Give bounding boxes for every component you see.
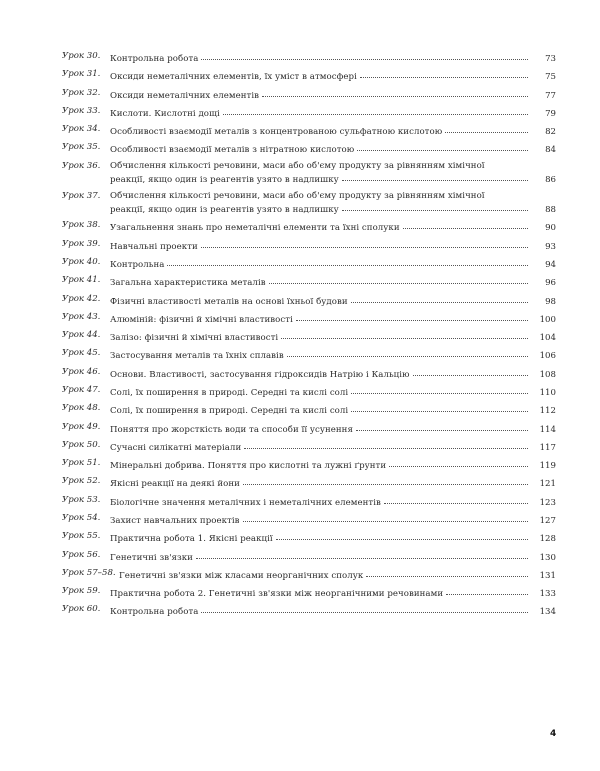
page-ref: 100 [539,314,556,325]
dot-leader [389,458,527,468]
toc-entry [62,348,556,363]
page-ref: 110 [539,387,556,398]
page-ref: 117 [539,442,556,453]
dot-leader [262,88,528,98]
toc-entry [62,294,556,309]
lesson-title: Солі, їх поширення в природі. Середні та кислі солі [110,406,349,417]
dot-leader [167,257,528,267]
toc-entry [62,220,556,235]
lesson-title: Контрольна робота [110,54,199,64]
page-ref: 93 [545,241,556,252]
toc-entry [62,385,556,400]
dot-leader [351,403,527,413]
page-number: 4 [550,729,557,739]
toc-entry [62,88,556,103]
page-ref: 127 [539,515,556,526]
dot-leader [196,550,528,560]
page-ref: 134 [539,607,556,618]
page-ref: 133 [539,589,556,600]
lesson-title: Мінеральні добрива. Поняття про кислотні та лужні ґрунти [110,461,387,472]
dot-leader [366,568,527,578]
lesson-title: Особливості взаємодії металів з концентрованою сульфатною кислотою [110,127,443,138]
lesson-label: Урок 46. [62,366,101,377]
toc-entry [62,403,556,418]
page-ref: 106 [539,351,556,362]
page-ref: 128 [539,534,556,545]
toc-entry [62,191,556,217]
page-ref: 82 [545,127,556,138]
dot-leader [223,106,528,116]
dot-leader [351,385,527,395]
page-ref: 84 [545,145,556,156]
lesson-title: Навчальні проекти [110,241,198,252]
toc-entry [62,604,556,619]
lesson-label: Урок 40. [62,257,101,267]
dot-leader [445,124,528,134]
toc-entry [62,124,556,139]
page-ref: 130 [539,552,556,563]
dot-leader [243,476,528,486]
toc-entry [62,312,556,327]
lesson-label: Урок 41. [62,275,101,286]
lesson-label: Урок 59. [62,586,101,597]
lesson-title: Практична робота 2. Генетичні зв'язки між неорганічними речовинами [110,589,444,600]
page-ref: 108 [539,369,556,380]
lesson-label: Урок 43. [62,311,101,322]
lesson-title: Фізичні властивості металів на основі їхньої будови [110,296,348,307]
page-ref: 114 [539,424,556,435]
dot-leader [201,239,528,249]
lesson-label: Урок 53. [62,494,101,505]
dot-leader [356,422,528,432]
lesson-label: Урок 39. [62,238,101,249]
lesson-title: Особливості взаємодії металів з нітратною кислотою [110,145,355,156]
lesson-title: Біологічне значення металічних і неметалічних елементів [110,497,381,508]
lesson-label: Урок 42. [62,293,101,304]
toc-entry [62,367,556,382]
lesson-title: Поняття про жорсткість води та способи її усунення [110,424,353,435]
toc-entry [62,330,556,345]
dot-leader [384,495,528,505]
dot-leader [446,586,527,596]
lesson-label: Урок 31. [62,69,101,80]
lesson-title: Алюміній: фізичні й хімічні властивості [110,314,293,325]
lesson-label: Урок 60. [62,604,101,615]
lesson-label: Урок 35. [62,142,101,153]
toc-entry [62,257,556,272]
lesson-label: Урок 55. [62,531,101,542]
page-ref: 119 [539,461,556,472]
dot-leader [276,531,528,541]
lesson-label: Урок 45. [62,348,101,359]
lesson-label: Урок 54. [62,512,101,523]
lesson-label: Урок 49. [62,421,101,432]
lesson-label: Урок 47. [62,384,101,395]
lesson-title: Оксиди неметалічних елементів, їх уміст в атмосфері [110,72,357,83]
table-of-contents [62,51,556,623]
page-ref: 104 [539,333,556,344]
toc-entry [62,458,556,473]
lesson-title: Залізо: фізичні й хімічні властивості [110,333,279,344]
toc-entry [62,476,556,491]
lesson-label: Урок 50. [62,439,101,450]
lesson-label: Урок 52. [62,476,101,487]
toc-entry [62,142,556,157]
dot-leader [342,202,528,212]
lesson-label: Урок 44. [62,330,101,341]
lesson-title: Загальна характеристика металів [110,278,266,289]
page-ref: 77 [545,90,556,101]
toc-entry [62,495,556,510]
page-ref: 73 [545,54,556,64]
lesson-title-line1: Обчислення кількості речовини, маси або об'єму продукту за рівнянням хімічної [110,160,485,171]
lesson-label: Урок 32. [62,87,101,98]
lesson-title-line2: реакції, якщо один із реагентів узято в надлишку [110,205,339,216]
page-ref: 131 [539,570,556,581]
lesson-title: Практична робота 1. Якісні реакції [110,534,273,545]
lesson-title: Якісні реакції на деякі йони [110,479,240,490]
lesson-title: Генетичні зв'язки між класами неорганічних сполук [119,570,364,581]
page-ref: 86 [545,175,556,186]
toc-entry [62,422,556,437]
page-ref: 98 [545,296,556,307]
lesson-title-line2: реакції, якщо один із реагентів узято в надлишку [110,175,339,186]
page-ref: 94 [545,260,556,270]
lesson-title: Контрольна робота [110,607,199,618]
toc-entry [62,531,556,546]
dot-leader [360,69,528,79]
lesson-title: Захист навчальних проектів [110,515,240,526]
lesson-label: Урок 38. [62,220,101,231]
page-ref: 79 [545,108,556,119]
lesson-label: Урок 51. [62,458,101,469]
page-ref: 96 [545,278,556,289]
dot-leader [357,142,528,152]
dot-leader [269,275,528,285]
lesson-title: Основи. Властивості, застосування гідроксидів Натрію і Кальцію [110,369,410,380]
lesson-title-line1: Обчислення кількості речовини, маси або об'єму продукту за рівнянням хімічної [110,190,485,201]
dot-leader [201,604,527,614]
dot-leader [413,367,528,377]
toc-entry [62,275,556,290]
dot-leader [351,294,528,304]
lesson-title: Солі, їх поширення в природі. Середні та кислі солі [110,387,349,398]
lesson-label: Урок 33. [62,105,101,116]
toc-entry [62,550,556,565]
toc-entry [62,106,556,121]
toc-entry [62,568,556,583]
page-ref: 75 [545,72,556,83]
lesson-label: Урок 37. [62,190,101,201]
lesson-label: Урок 34. [62,124,101,135]
lesson-title: Застосування металів та їхніх сплавів [110,351,284,362]
toc-entry [62,239,556,254]
toc-entry [62,51,556,66]
toc-entry [62,513,556,528]
lesson-label: Урок 30. [62,51,101,61]
page-ref: 121 [539,479,556,490]
lesson-label: Урок 56. [62,549,101,560]
toc-entry [62,161,556,187]
lesson-title: Оксиди неметалічних елементів [110,90,260,101]
page-ref: 88 [545,205,556,216]
page-ref: 90 [545,223,556,234]
dot-leader [243,513,528,523]
dot-leader [342,172,528,182]
dot-leader [244,440,527,450]
lesson-label: Урок 57–58. [62,567,116,578]
toc-entry [62,586,556,601]
dot-leader [201,51,528,61]
lesson-title: Сучасні силікатні матеріали [110,442,242,453]
dot-leader [403,220,528,230]
page-ref: 112 [539,406,556,417]
lesson-title: Генетичні зв'язки [110,552,193,563]
page-ref: 123 [539,497,556,508]
lesson-title: Кислоти. Кислотні дощі [110,108,220,119]
lesson-label: Урок 48. [62,403,101,414]
toc-entry [62,69,556,84]
dot-leader [281,330,527,340]
lesson-label: Урок 36. [62,160,101,171]
lesson-title: Контрольна [110,260,165,270]
dot-leader [287,348,528,358]
toc-entry [62,440,556,455]
dot-leader [296,312,528,322]
lesson-title: Узагальнення знань про неметалічні елементи та їхні сполуки [110,223,400,234]
